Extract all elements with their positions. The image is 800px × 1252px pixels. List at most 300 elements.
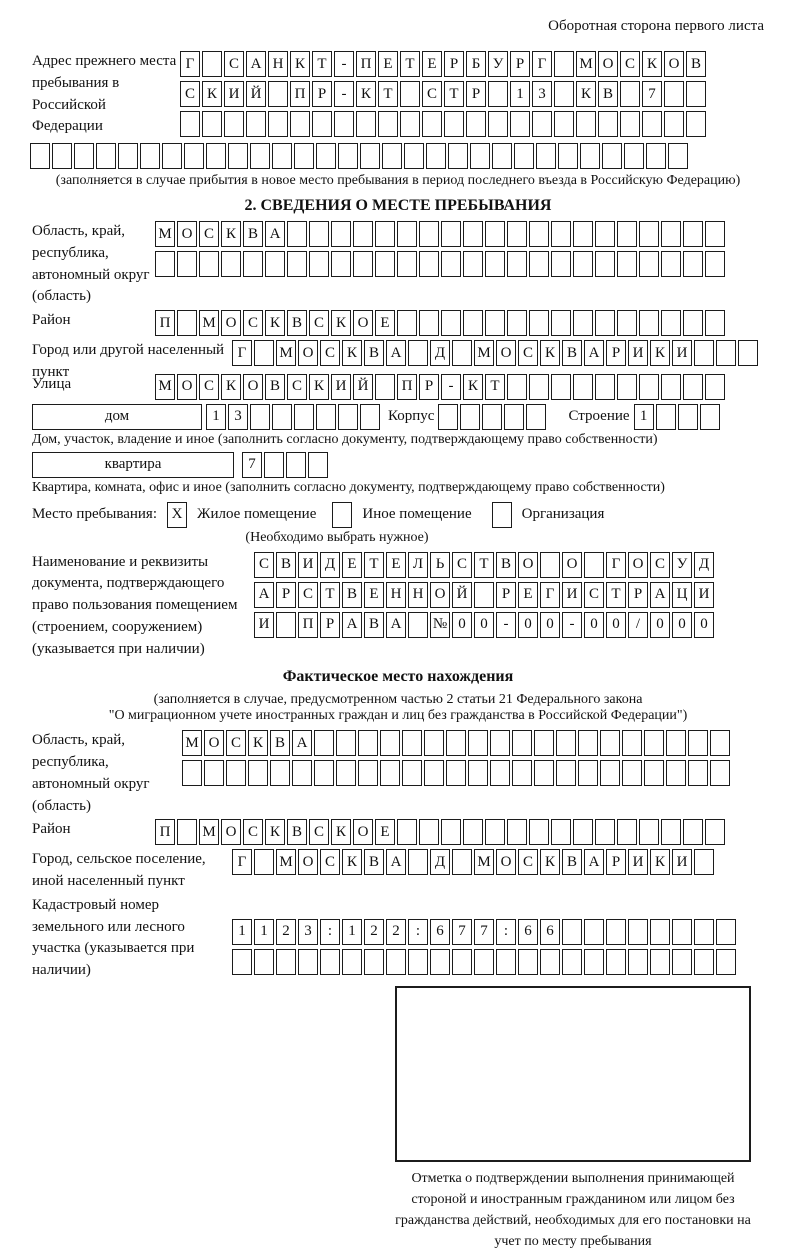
char-cell[interactable]: И (331, 374, 351, 400)
char-cell[interactable] (485, 819, 505, 845)
char-cell[interactable] (705, 251, 725, 277)
char-cell[interactable] (232, 949, 252, 975)
char-cell[interactable]: Р (628, 582, 648, 608)
char-cell[interactable] (642, 111, 662, 137)
char-cell[interactable] (140, 143, 160, 169)
char-cell[interactable] (342, 949, 362, 975)
char-cell[interactable] (688, 760, 708, 786)
char-cell[interactable]: О (518, 552, 538, 578)
char-cell[interactable]: К (342, 849, 362, 875)
char-cell[interactable] (622, 760, 642, 786)
char-cell[interactable]: 6 (540, 919, 560, 945)
char-cell[interactable]: С (518, 849, 538, 875)
char-cell[interactable] (408, 949, 428, 975)
char-cell[interactable]: - (334, 51, 354, 77)
char-cell[interactable]: И (672, 849, 692, 875)
char-cell[interactable] (529, 374, 549, 400)
char-cell[interactable] (375, 251, 395, 277)
char-cell[interactable]: В (287, 310, 307, 336)
other-premises-checkbox[interactable] (332, 502, 352, 528)
char-cell[interactable] (378, 111, 398, 137)
char-cell[interactable] (358, 760, 378, 786)
char-cell[interactable] (474, 582, 494, 608)
char-cell[interactable] (177, 310, 197, 336)
char-cell[interactable]: Е (386, 552, 406, 578)
char-cell[interactable] (490, 730, 510, 756)
house-type-box[interactable]: дом (32, 404, 202, 430)
char-cell[interactable] (422, 111, 442, 137)
char-cell[interactable]: К (463, 374, 483, 400)
char-cell[interactable]: С (309, 819, 329, 845)
char-cell[interactable]: - (562, 612, 582, 638)
char-cell[interactable]: Р (444, 51, 464, 77)
char-cell[interactable]: П (155, 310, 175, 336)
char-cell[interactable]: М (276, 849, 296, 875)
char-cell[interactable]: О (204, 730, 224, 756)
char-cell[interactable] (314, 760, 334, 786)
char-cell[interactable]: И (254, 612, 274, 638)
char-cell[interactable]: О (353, 310, 373, 336)
char-cell[interactable]: К (248, 730, 268, 756)
char-cell[interactable] (353, 251, 373, 277)
char-cell[interactable] (694, 849, 714, 875)
char-cell[interactable] (672, 949, 692, 975)
char-cell[interactable]: С (422, 81, 442, 107)
char-cell[interactable]: И (224, 81, 244, 107)
char-cell[interactable]: 0 (584, 612, 604, 638)
char-cell[interactable]: М (155, 221, 175, 247)
char-cell[interactable] (320, 949, 340, 975)
char-cell[interactable] (155, 251, 175, 277)
char-cell[interactable]: С (309, 310, 329, 336)
char-cell[interactable]: К (290, 51, 310, 77)
char-cell[interactable] (360, 143, 380, 169)
char-cell[interactable] (419, 221, 439, 247)
char-cell[interactable]: К (309, 374, 329, 400)
char-cell[interactable] (602, 143, 622, 169)
char-cell[interactable]: А (650, 582, 670, 608)
char-cell[interactable]: П (290, 81, 310, 107)
char-cell[interactable]: В (276, 552, 296, 578)
char-cell[interactable]: Н (268, 51, 288, 77)
char-cell[interactable] (419, 310, 439, 336)
char-cell[interactable] (540, 949, 560, 975)
char-cell[interactable] (595, 819, 615, 845)
char-cell[interactable] (308, 452, 328, 478)
char-cell[interactable] (600, 760, 620, 786)
char-cell[interactable] (441, 221, 461, 247)
char-cell[interactable] (202, 51, 222, 77)
char-cell[interactable]: : (408, 919, 428, 945)
char-cell[interactable]: Г (232, 849, 252, 875)
char-cell[interactable] (664, 111, 684, 137)
char-cell[interactable] (468, 730, 488, 756)
char-cell[interactable]: 0 (694, 612, 714, 638)
char-cell[interactable] (551, 374, 571, 400)
char-cell[interactable]: Р (419, 374, 439, 400)
char-cell[interactable] (705, 819, 725, 845)
char-cell[interactable] (397, 251, 417, 277)
char-cell[interactable]: Е (375, 819, 395, 845)
char-cell[interactable]: О (496, 849, 516, 875)
char-cell[interactable]: Ь (430, 552, 450, 578)
char-cell[interactable] (628, 949, 648, 975)
char-cell[interactable] (554, 51, 574, 77)
char-cell[interactable] (290, 111, 310, 137)
char-cell[interactable] (446, 730, 466, 756)
char-cell[interactable]: Й (452, 582, 472, 608)
char-cell[interactable] (686, 111, 706, 137)
char-cell[interactable]: К (642, 51, 662, 77)
char-cell[interactable] (364, 949, 384, 975)
char-cell[interactable] (664, 81, 684, 107)
char-cell[interactable] (96, 143, 116, 169)
char-cell[interactable]: С (584, 582, 604, 608)
char-cell[interactable]: М (474, 340, 494, 366)
char-cell[interactable] (573, 251, 593, 277)
char-cell[interactable] (400, 111, 420, 137)
char-cell[interactable] (738, 340, 758, 366)
char-cell[interactable] (448, 143, 468, 169)
char-cell[interactable]: 0 (452, 612, 472, 638)
char-cell[interactable] (331, 251, 351, 277)
char-cell[interactable]: К (576, 81, 596, 107)
char-cell[interactable]: О (221, 819, 241, 845)
char-cell[interactable]: Д (430, 849, 450, 875)
char-cell[interactable] (512, 730, 532, 756)
char-cell[interactable] (248, 760, 268, 786)
char-cell[interactable]: С (320, 849, 340, 875)
char-cell[interactable] (338, 143, 358, 169)
char-cell[interactable] (312, 111, 332, 137)
char-cell[interactable]: А (386, 849, 406, 875)
char-cell[interactable] (683, 819, 703, 845)
char-cell[interactable] (683, 221, 703, 247)
char-cell[interactable] (463, 310, 483, 336)
char-cell[interactable] (551, 251, 571, 277)
char-cell[interactable]: Т (606, 582, 626, 608)
char-cell[interactable]: В (265, 374, 285, 400)
char-cell[interactable] (639, 374, 659, 400)
char-cell[interactable] (532, 111, 552, 137)
char-cell[interactable] (710, 760, 730, 786)
char-cell[interactable] (584, 949, 604, 975)
char-cell[interactable] (309, 251, 329, 277)
organization-checkbox[interactable] (492, 502, 512, 528)
char-cell[interactable] (466, 111, 486, 137)
char-cell[interactable]: - (334, 81, 354, 107)
char-cell[interactable]: Т (474, 552, 494, 578)
char-cell[interactable] (52, 143, 72, 169)
char-cell[interactable]: Ц (672, 582, 692, 608)
char-cell[interactable] (644, 730, 664, 756)
char-cell[interactable]: И (628, 340, 648, 366)
char-cell[interactable]: : (320, 919, 340, 945)
char-cell[interactable]: 0 (650, 612, 670, 638)
char-cell[interactable] (510, 111, 530, 137)
char-cell[interactable] (507, 374, 527, 400)
char-cell[interactable] (617, 819, 637, 845)
char-cell[interactable]: 3 (532, 81, 552, 107)
char-cell[interactable] (243, 251, 263, 277)
char-cell[interactable]: 1 (232, 919, 252, 945)
char-cell[interactable] (644, 760, 664, 786)
char-cell[interactable]: О (664, 51, 684, 77)
char-cell[interactable]: Т (444, 81, 464, 107)
char-cell[interactable]: Г (232, 340, 252, 366)
char-cell[interactable]: 0 (606, 612, 626, 638)
char-cell[interactable]: С (452, 552, 472, 578)
char-cell[interactable]: 7 (642, 81, 662, 107)
char-cell[interactable]: № (430, 612, 450, 638)
char-cell[interactable]: Р (496, 582, 516, 608)
char-cell[interactable] (246, 111, 266, 137)
char-cell[interactable] (485, 221, 505, 247)
char-cell[interactable] (250, 404, 270, 430)
char-cell[interactable] (276, 949, 296, 975)
char-cell[interactable]: К (356, 81, 376, 107)
char-cell[interactable] (316, 404, 336, 430)
char-cell[interactable] (536, 143, 556, 169)
char-cell[interactable] (716, 919, 736, 945)
char-cell[interactable] (228, 143, 248, 169)
char-cell[interactable] (661, 251, 681, 277)
char-cell[interactable] (468, 760, 488, 786)
char-cell[interactable]: П (397, 374, 417, 400)
char-cell[interactable]: Н (408, 582, 428, 608)
char-cell[interactable]: У (672, 552, 692, 578)
char-cell[interactable] (620, 111, 640, 137)
char-cell[interactable]: С (199, 374, 219, 400)
char-cell[interactable] (316, 143, 336, 169)
char-cell[interactable]: С (243, 310, 263, 336)
char-cell[interactable] (595, 251, 615, 277)
char-cell[interactable]: К (540, 849, 560, 875)
char-cell[interactable] (286, 452, 306, 478)
char-cell[interactable] (639, 310, 659, 336)
char-cell[interactable] (402, 760, 422, 786)
char-cell[interactable] (573, 819, 593, 845)
char-cell[interactable] (716, 340, 736, 366)
char-cell[interactable]: К (331, 819, 351, 845)
char-cell[interactable]: С (254, 552, 274, 578)
char-cell[interactable] (482, 404, 502, 430)
char-cell[interactable]: Б (466, 51, 486, 77)
char-cell[interactable] (287, 221, 307, 247)
char-cell[interactable] (661, 310, 681, 336)
char-cell[interactable] (353, 221, 373, 247)
char-cell[interactable]: С (620, 51, 640, 77)
char-cell[interactable] (562, 949, 582, 975)
char-cell[interactable] (338, 404, 358, 430)
char-cell[interactable]: - (496, 612, 516, 638)
char-cell[interactable] (360, 404, 380, 430)
char-cell[interactable]: В (364, 340, 384, 366)
char-cell[interactable]: Р (606, 340, 626, 366)
char-cell[interactable]: К (650, 340, 670, 366)
char-cell[interactable]: 1 (342, 919, 362, 945)
char-cell[interactable] (683, 310, 703, 336)
char-cell[interactable]: М (474, 849, 494, 875)
char-cell[interactable]: С (287, 374, 307, 400)
char-cell[interactable] (668, 143, 688, 169)
char-cell[interactable] (276, 612, 296, 638)
char-cell[interactable] (534, 760, 554, 786)
char-cell[interactable] (661, 819, 681, 845)
char-cell[interactable] (488, 81, 508, 107)
char-cell[interactable]: О (177, 221, 197, 247)
char-cell[interactable]: А (246, 51, 266, 77)
char-cell[interactable] (639, 819, 659, 845)
char-cell[interactable] (408, 849, 428, 875)
char-cell[interactable] (694, 949, 714, 975)
char-cell[interactable]: Е (422, 51, 442, 77)
char-cell[interactable]: : (496, 919, 516, 945)
char-cell[interactable] (646, 143, 666, 169)
char-cell[interactable]: С (199, 221, 219, 247)
char-cell[interactable] (507, 310, 527, 336)
char-cell[interactable] (661, 221, 681, 247)
char-cell[interactable]: А (386, 340, 406, 366)
char-cell[interactable]: О (353, 819, 373, 845)
char-cell[interactable]: К (650, 849, 670, 875)
char-cell[interactable] (444, 111, 464, 137)
char-cell[interactable]: Р (466, 81, 486, 107)
char-cell[interactable]: Т (320, 582, 340, 608)
char-cell[interactable] (710, 730, 730, 756)
char-cell[interactable] (554, 81, 574, 107)
char-cell[interactable]: С (243, 819, 263, 845)
char-cell[interactable]: У (488, 51, 508, 77)
char-cell[interactable]: Т (400, 51, 420, 77)
char-cell[interactable] (294, 143, 314, 169)
char-cell[interactable] (199, 251, 219, 277)
char-cell[interactable]: В (562, 340, 582, 366)
char-cell[interactable] (518, 949, 538, 975)
char-cell[interactable]: Т (485, 374, 505, 400)
char-cell[interactable]: Л (408, 552, 428, 578)
char-cell[interactable] (336, 760, 356, 786)
char-cell[interactable] (700, 404, 720, 430)
char-cell[interactable] (514, 143, 534, 169)
char-cell[interactable] (562, 919, 582, 945)
char-cell[interactable] (507, 819, 527, 845)
char-cell[interactable] (404, 143, 424, 169)
char-cell[interactable]: С (298, 582, 318, 608)
char-cell[interactable] (441, 310, 461, 336)
char-cell[interactable]: М (276, 340, 296, 366)
char-cell[interactable]: О (298, 340, 318, 366)
char-cell[interactable] (656, 404, 676, 430)
char-cell[interactable]: С (320, 340, 340, 366)
char-cell[interactable]: К (265, 310, 285, 336)
char-cell[interactable]: Т (378, 81, 398, 107)
char-cell[interactable] (221, 251, 241, 277)
char-cell[interactable] (716, 949, 736, 975)
char-cell[interactable] (573, 310, 593, 336)
char-cell[interactable] (438, 404, 458, 430)
char-cell[interactable]: 1 (634, 404, 654, 430)
char-cell[interactable]: Е (375, 310, 395, 336)
char-cell[interactable]: Т (364, 552, 384, 578)
char-cell[interactable] (426, 143, 446, 169)
char-cell[interactable] (380, 730, 400, 756)
residential-checkbox[interactable]: X (167, 502, 187, 528)
char-cell[interactable] (375, 221, 395, 247)
char-cell[interactable]: В (598, 81, 618, 107)
char-cell[interactable] (452, 949, 472, 975)
char-cell[interactable]: 1 (206, 404, 226, 430)
char-cell[interactable]: С (650, 552, 670, 578)
char-cell[interactable] (688, 730, 708, 756)
char-cell[interactable]: 6 (430, 919, 450, 945)
char-cell[interactable]: 2 (386, 919, 406, 945)
char-cell[interactable] (180, 111, 200, 137)
char-cell[interactable]: С (180, 81, 200, 107)
char-cell[interactable] (526, 404, 546, 430)
char-cell[interactable] (336, 730, 356, 756)
char-cell[interactable] (463, 221, 483, 247)
char-cell[interactable] (595, 221, 615, 247)
char-cell[interactable] (576, 111, 596, 137)
char-cell[interactable]: 7 (452, 919, 472, 945)
char-cell[interactable]: П (298, 612, 318, 638)
char-cell[interactable] (683, 251, 703, 277)
char-cell[interactable] (287, 251, 307, 277)
char-cell[interactable] (204, 760, 224, 786)
char-cell[interactable]: В (270, 730, 290, 756)
char-cell[interactable]: 2 (364, 919, 384, 945)
char-cell[interactable]: В (364, 849, 384, 875)
char-cell[interactable]: Е (518, 582, 538, 608)
char-cell[interactable]: О (243, 374, 263, 400)
char-cell[interactable]: М (182, 730, 202, 756)
char-cell[interactable] (419, 251, 439, 277)
char-cell[interactable] (331, 221, 351, 247)
char-cell[interactable] (573, 374, 593, 400)
char-cell[interactable] (507, 251, 527, 277)
char-cell[interactable]: Р (312, 81, 332, 107)
char-cell[interactable] (441, 251, 461, 277)
char-cell[interactable] (578, 730, 598, 756)
char-cell[interactable] (551, 819, 571, 845)
char-cell[interactable]: Г (540, 582, 560, 608)
char-cell[interactable] (452, 849, 472, 875)
char-cell[interactable]: Е (378, 51, 398, 77)
char-cell[interactable] (573, 221, 593, 247)
char-cell[interactable] (264, 452, 284, 478)
apartment-type-box[interactable]: квартира (32, 452, 234, 478)
char-cell[interactable] (268, 81, 288, 107)
char-cell[interactable] (705, 310, 725, 336)
char-cell[interactable]: Т (312, 51, 332, 77)
char-cell[interactable]: Д (694, 552, 714, 578)
char-cell[interactable] (600, 730, 620, 756)
char-cell[interactable] (294, 404, 314, 430)
char-cell[interactable] (430, 949, 450, 975)
char-cell[interactable] (488, 111, 508, 137)
char-cell[interactable]: - (441, 374, 461, 400)
char-cell[interactable] (540, 552, 560, 578)
char-cell[interactable] (118, 143, 138, 169)
char-cell[interactable] (617, 374, 637, 400)
char-cell[interactable] (226, 760, 246, 786)
char-cell[interactable]: П (155, 819, 175, 845)
char-cell[interactable]: В (496, 552, 516, 578)
char-cell[interactable] (177, 251, 197, 277)
char-cell[interactable] (504, 404, 524, 430)
char-cell[interactable] (639, 221, 659, 247)
